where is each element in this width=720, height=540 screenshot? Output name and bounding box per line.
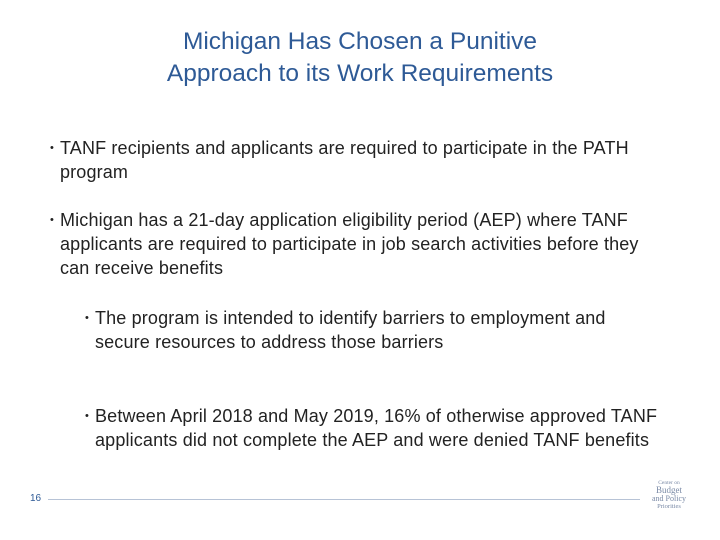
logo-line-3: and Policy <box>652 494 686 503</box>
logo-line-4: Priorities <box>657 503 681 510</box>
bullet-dot-icon: • <box>85 410 90 422</box>
org-logo <box>646 480 692 516</box>
logo-line-2: Budget <box>656 485 682 495</box>
bullet-text: TANF recipients and applicants are required to participate in the PATH program <box>60 138 629 182</box>
bullet-text: Between April 2018 and May 2019, 16% of otherwise approved TANF applicants did not complete the AEP and were denied TANF benefits <box>95 406 658 450</box>
bullet-dot-icon: • <box>50 142 55 154</box>
title-line-2: Approach to its Work Requirements <box>166 60 554 87</box>
bullet-item <box>50 208 660 280</box>
bullet-text: The program is intended to identify barriers to employment and secure resources to address those barriers <box>95 308 606 352</box>
sub-bullet-item <box>85 306 655 354</box>
footer-divider <box>48 499 640 500</box>
bullet-text: Michigan has a 21-day application eligibility period (AEP) where TANF applicants are required to participate in job search activities before they can receive benefits <box>60 210 639 278</box>
sub-bullet-item <box>85 404 665 452</box>
slide-title <box>60 26 660 90</box>
logo-line-1: Center on <box>658 480 680 486</box>
title-line-1: Michigan Has Chosen a Punitive <box>182 28 538 55</box>
page-number: 16 <box>30 493 42 504</box>
bullet-dot-icon: • <box>85 312 90 324</box>
bullet-item <box>50 136 660 184</box>
bullet-dot-icon: • <box>50 214 55 226</box>
